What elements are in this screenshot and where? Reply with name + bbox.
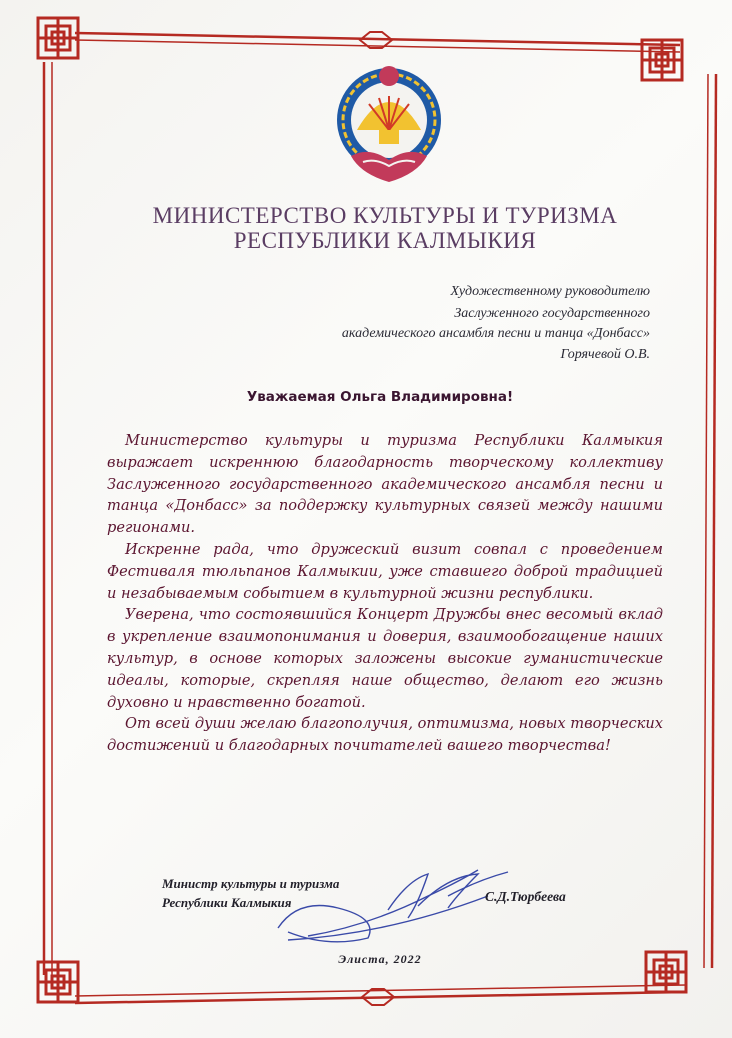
- place-date: Элиста, 2022: [338, 952, 422, 966]
- body-paragraph-4: От всей души желаю благополучия, оптимизма, новых творческих достижений и благодарных почитателей вашего творчества!: [107, 715, 663, 755]
- handwritten-signature: [268, 866, 528, 946]
- addressee-line3: академического ансамбля песни и танца «Донбасс»: [341, 326, 650, 341]
- addressee-line2: Заслуженного государственного: [454, 306, 650, 321]
- signatory-title-line1: Министр культуры и туризма: [162, 876, 340, 891]
- body-paragraph-2: Искренне рада, что дружеский визит совпал с проведением Фестиваля тюльпанов Калмыкии, уже ставшего доброй традицией и незабываемым событием в культурной жизни республики.: [107, 540, 663, 602]
- ministry-title-line1: МИНИСТЕРСТВО КУЛЬТУРЫ И ТУРИЗМА: [152, 203, 618, 228]
- corner-knot-top-left: [38, 18, 78, 58]
- body-paragraph-3: Уверена, что состоявшийся Концерт Дружбы внес весомый вклад в укрепление взаимопонимания и доверия, взаимообогащение наших культур, в основе которых заложены высокие гуманистические идеалы, которые, скрепляя наше общество, делают его жизнь духовно и нравственно богатой.: [107, 606, 663, 711]
- signatory-name: С.Д.Тюрбеева: [485, 889, 566, 904]
- ministry-title-line2: РЕСПУБЛИКИ КАЛМЫКИЯ: [233, 228, 537, 253]
- kalmykia-coat-of-arms-icon: [329, 58, 449, 200]
- letter-body: [107, 430, 663, 757]
- addressee-line1: Художественному руководителю: [450, 284, 650, 299]
- addressee-line4: Горячевой О.В.: [560, 347, 650, 362]
- signatory-title-line2: Республики Калмыкия: [162, 895, 292, 910]
- greeting: Уважаемая Ольга Владимировна!: [246, 389, 514, 405]
- body-paragraph-1: Министерство культуры и туризма Республики Калмыкия выражает искреннюю благодарность творческому коллективу Заслуженного государственного академического ансамбля песни и танца «Донбасс» за поддержку культурных связей между нашими регионами.: [107, 432, 663, 537]
